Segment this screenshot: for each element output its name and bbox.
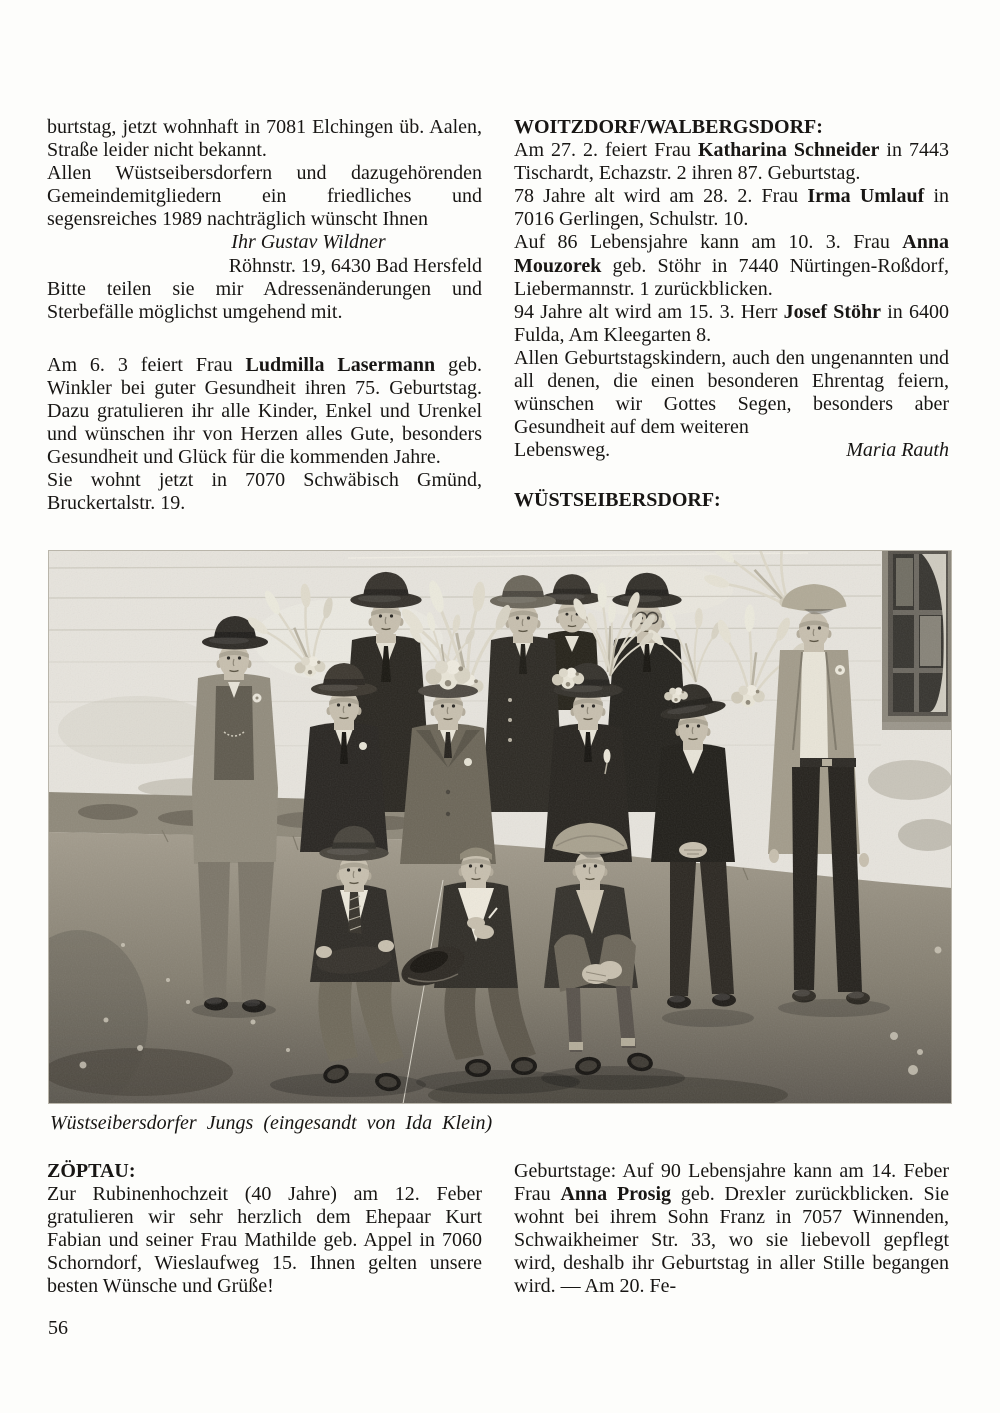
text-segment: Geburtstage: Auf 90 Lebensjahre kann am 14. Feber Frau <box>514 1160 949 1206</box>
paragraph <box>514 185 949 231</box>
text-segment: geb. Winkler bei guter Gesundheit ihren 75. Geburtstag. Dazu gratulieren ihr alle Kinder, Enkel und Urenkel und wünschen ihr von Herzen alles Gute, besonders Gesundheit und Glück für die kommenden Jahre. <box>47 353 482 469</box>
paragraph <box>514 1160 949 1299</box>
text-segment: geb. Drexler zurückblicken. Sie wohnt bei ihrem Sohn Franz in 7057 Winnenden, Schwaikheimer Str. 33, wo sie liebevoll gepflegt wird, deshalb ihr Geburtstag in aller Stille begangen wird. — Am 20. Fe- <box>514 1183 949 1298</box>
section-heading <box>47 1160 482 1183</box>
text-segment: Anna Prosig <box>560 1183 672 1206</box>
text-segment: Anna Mouzorek <box>514 231 949 277</box>
text-segment: geb. Stöhr in 7440 Nürtingen-Roßdorf, Liebermannstr. 1 zurückblicken. <box>514 254 949 300</box>
text-segment: WOITZDORF/WALBERGSDORF: <box>514 116 823 138</box>
right-column-bottom <box>514 1160 949 1299</box>
paragraph <box>514 347 949 439</box>
paragraph <box>47 231 482 254</box>
text-segment: Josef Stöhr <box>783 300 881 323</box>
text-segment: Katharina Schneider <box>697 139 880 162</box>
section-heading <box>514 489 949 512</box>
text-segment: 78 Jahre alt wird am 28. 2. Frau <box>514 185 808 208</box>
left-column-top <box>47 116 482 516</box>
left-column-bottom <box>47 1160 482 1299</box>
paragraph <box>514 231 949 300</box>
text-segment: Röhnstr. 19, 6430 Bad Hersfeld <box>228 254 482 277</box>
paragraph <box>514 439 949 462</box>
paragraph <box>514 139 949 185</box>
text-segment: Zur Rubinenhochzeit (40 Jahre) am 12. Feber gratulieren wir sehr herzlich dem Ehepaar Kurt Fabian und seiner Frau Mathilde geb. Appel in 7060 Schorndorf, Wieslaufweg 15. Ihnen gelten unsere besten Wünsche und Grüße! <box>47 1183 482 1298</box>
text-segment: in 6400 Fulda, Am Kleegarten 8. <box>514 300 949 346</box>
text-segment: ZÖPTAU: <box>47 1160 136 1182</box>
text-segment: Ihr Gustav Wildner <box>231 231 386 254</box>
text-segment: Allen Wüstseibersdorfern und dazugehörenden Gemeindemitgliedern ein friedliches und segensreiches 1989 nachträglich wünscht Ihnen <box>47 162 482 231</box>
paragraph <box>47 1183 482 1298</box>
text-segment: in 7443 Tischardt, Echazstr. 2 ihren 87. Geburtstag. <box>514 139 949 185</box>
section-heading <box>514 116 949 139</box>
text-segment: burtstag, jetzt wohnhaft in 7081 Elchingen üb. Aalen, Straße leider nicht bekannt. <box>47 116 482 162</box>
paragraph <box>47 255 482 278</box>
paragraph <box>47 354 482 469</box>
right-column-top <box>514 116 949 516</box>
text-segment: Bitte teilen sie mir Adressenänderungen und Sterbefälle möglichst umgehend mit. <box>47 277 482 323</box>
text-segment: Irma Umlauf <box>807 185 925 208</box>
paragraph <box>47 116 482 162</box>
text-segment: Sie wohnt jetzt in 7070 Schwäbisch Gmünd, Bruckertalstr. 19. <box>47 469 482 515</box>
text-segment: Allen Geburtstagskindern, auch den ungenannten und all denen, die einen besonderen Ehrentag feiern, wünschen wir Gottes Segen, besonders aber Gesundheit auf dem weiteren <box>514 346 949 439</box>
top-text-columns <box>47 116 953 516</box>
photo-grain-overlay <box>48 550 952 1104</box>
group-photo-image <box>48 550 952 1104</box>
bottom-text-columns <box>47 1160 953 1299</box>
paragraph <box>47 278 482 324</box>
paragraph <box>47 469 482 515</box>
paragraph <box>514 301 949 347</box>
text-segment: Am 6. 3 feiert Frau <box>47 353 246 376</box>
text-segment: Ludmilla Lasermann <box>245 353 436 376</box>
page-number: 56 <box>48 1317 68 1339</box>
text-segment: 94 Jahre alt wird am 15. 3. Herr <box>514 300 784 323</box>
text-segment: Auf 86 Lebensjahre kann am 10. 3. Frau <box>514 231 903 254</box>
signature: Maria Rauth <box>846 439 949 462</box>
text-segment: WÜSTSEIBERSDORF: <box>514 489 721 512</box>
text-segment: Am 27. 2. feiert Frau <box>514 139 698 162</box>
text-segment: in 7016 Gerlingen, Schulstr. 10. <box>514 185 949 231</box>
paragraph <box>47 162 482 231</box>
group-photo <box>48 550 952 1104</box>
photo-caption: Wüstseibersdorfer Jungs (eingesandt von Ida Klein) <box>50 1112 493 1134</box>
text-segment: Lebensweg. <box>514 439 611 462</box>
